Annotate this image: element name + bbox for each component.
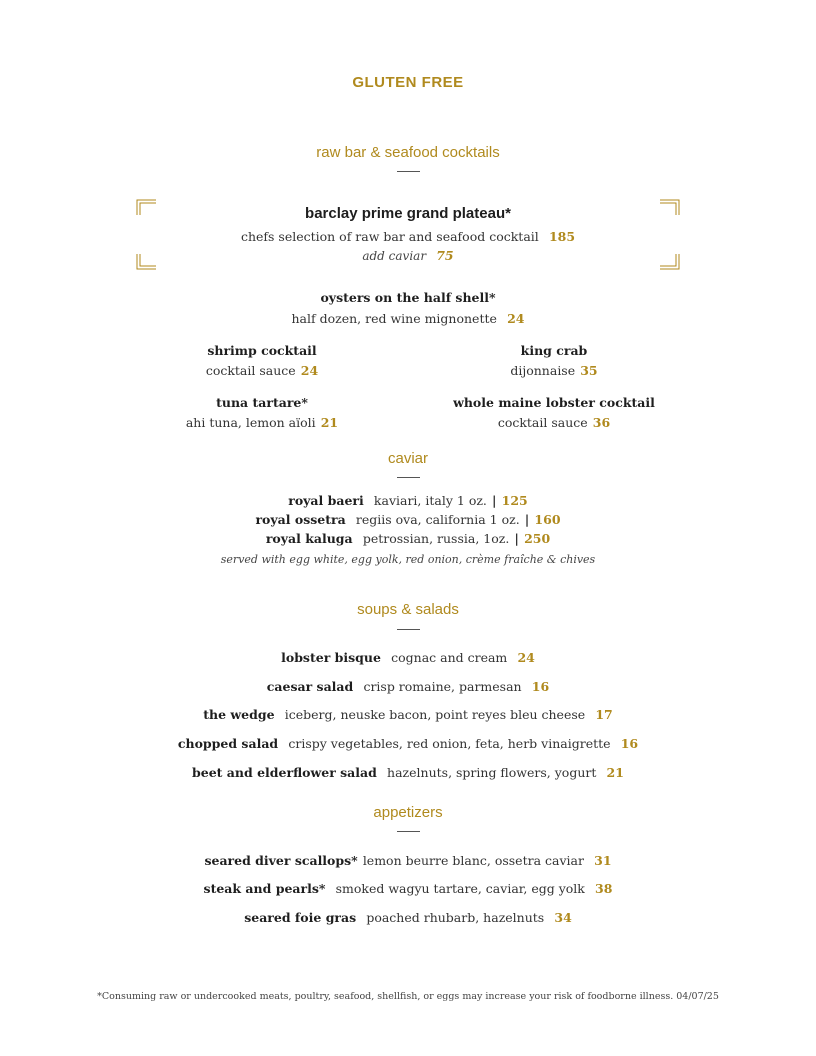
page-title: GLUTEN FREE [352, 74, 464, 91]
section-heading-appetizers: appetizers [373, 804, 443, 821]
section-divider [397, 831, 420, 832]
raw-bar-right-item [444, 395, 664, 431]
featured-addon-label: add caviar [362, 249, 427, 263]
menu-item-desc: kaviari, italy 1 oz. [373, 493, 487, 508]
menu-item-desc: half dozen, red wine mignonette [291, 311, 497, 326]
featured-item-desc: chefs selection of raw bar and seafood cocktail [240, 229, 539, 244]
menu-item-price: 17 [595, 707, 613, 722]
menu-item-name: lobster bisque [281, 650, 381, 665]
menu-item-name: royal kaluga [265, 531, 353, 546]
caviar-note: served with egg white, egg yolk, red onion, crème fraîche & chives [220, 553, 596, 566]
menu-item-desc: iceberg, neuske bacon, point reyes bleu cheese [284, 707, 586, 722]
menu-item-desc: poached rhubarb, hazelnuts [366, 910, 545, 925]
menu-item-name: royal baeri [288, 493, 364, 508]
menu-item-desc: ahi tuna, lemon aïoli [185, 415, 316, 430]
menu-item-name: steak and pearls* [203, 881, 326, 896]
featured-item-name: barclay prime grand plateau* [305, 205, 511, 222]
menu-item-detail [0, 308, 816, 327]
section-divider [397, 477, 420, 478]
menu-item [0, 762, 816, 781]
menu-item [0, 704, 816, 723]
menu-item-price: 34 [554, 910, 572, 925]
menu-item-price: 35 [580, 363, 598, 378]
section-divider [397, 171, 420, 172]
menu-item-name: beet and elderflower salad [192, 765, 377, 780]
menu-item [0, 733, 816, 752]
menu-item-desc: crispy vegetables, red onion, feta, herb vinaigrette [288, 736, 611, 751]
menu-item-name: caesar salad [266, 679, 354, 694]
caviar-item [0, 528, 816, 547]
menu-item-name: tuna tartare* [216, 395, 308, 410]
menu-item-price: 31 [594, 853, 612, 868]
raw-bar-left-item [162, 395, 362, 431]
menu-item-desc: hazelnuts, spring flowers, yogurt [387, 765, 597, 780]
menu-item-desc: petrossian, russia, 1oz. [362, 531, 510, 546]
menu-item-price: 125 [501, 493, 528, 508]
menu-item-name: oysters on the half shell* [320, 290, 496, 305]
menu-item-name: shrimp cocktail [207, 343, 317, 358]
menu-item-desc: cognac and cream [391, 650, 508, 665]
menu-item-price: 21 [606, 765, 624, 780]
menu-item-desc: cocktail sauce [205, 363, 296, 378]
menu-item-name: chopped salad [177, 736, 279, 751]
menu-item-name: seared diver scallops* [204, 853, 358, 868]
price-separator: | [492, 493, 497, 508]
featured-item-price: 185 [548, 229, 576, 244]
featured-item-description-line [0, 226, 816, 245]
menu-item-price: 24 [507, 311, 525, 326]
menu-item-price: 21 [320, 415, 339, 430]
section-heading-soups-salads: soups & salads [357, 601, 459, 618]
menu-item-price: 24 [300, 363, 319, 378]
menu-item-name: the wedge [203, 707, 275, 722]
menu-item-price: 250 [524, 531, 551, 546]
featured-addon-line [0, 245, 816, 264]
price-separator: | [524, 512, 530, 527]
menu-item-desc: regiis ova, california 1 oz. [355, 512, 520, 527]
menu-item-price: 38 [595, 881, 613, 896]
featured-addon-price: 75 [436, 248, 454, 263]
section-heading-raw-bar: raw bar & seafood cocktails [316, 144, 500, 161]
menu-item-name: whole maine lobster cocktail [453, 395, 655, 410]
menu-item-name: royal ossetra [255, 512, 346, 527]
menu-item [0, 907, 816, 926]
menu-item [0, 676, 816, 695]
menu-item-price: 160 [534, 512, 561, 527]
menu-item-desc: cocktail sauce [497, 415, 588, 430]
footnote-disclaimer: *Consuming raw or undercooked meats, poultry, seafood, shellfish, or eggs may increase your risk of foodborne illness. 04/07/25 [97, 991, 719, 1002]
menu-item [0, 878, 816, 897]
menu-item-price: 16 [531, 679, 550, 694]
menu-item-desc: lemon beurre blanc, ossetra caviar [362, 853, 584, 868]
section-divider [397, 629, 420, 630]
raw-bar-left-item [162, 343, 362, 379]
menu-item-desc: smoked wagyu tartare, caviar, egg yolk [335, 881, 585, 896]
caviar-item [0, 509, 816, 528]
menu-item-name: king crab [520, 343, 588, 358]
price-separator: | [514, 531, 519, 546]
menu-item-price: 24 [517, 650, 535, 665]
menu-item [0, 850, 816, 869]
menu-item-price: 36 [592, 415, 611, 430]
section-heading-caviar: caviar [387, 450, 428, 467]
menu-item-desc: dijonnaise [510, 363, 576, 378]
raw-bar-right-item [444, 343, 664, 379]
caviar-item [0, 490, 816, 509]
menu-item-desc: crisp romaine, parmesan [363, 679, 522, 694]
menu-item [0, 647, 816, 666]
menu-item-name: seared foie gras [244, 910, 357, 925]
menu-item-price: 16 [620, 736, 639, 751]
